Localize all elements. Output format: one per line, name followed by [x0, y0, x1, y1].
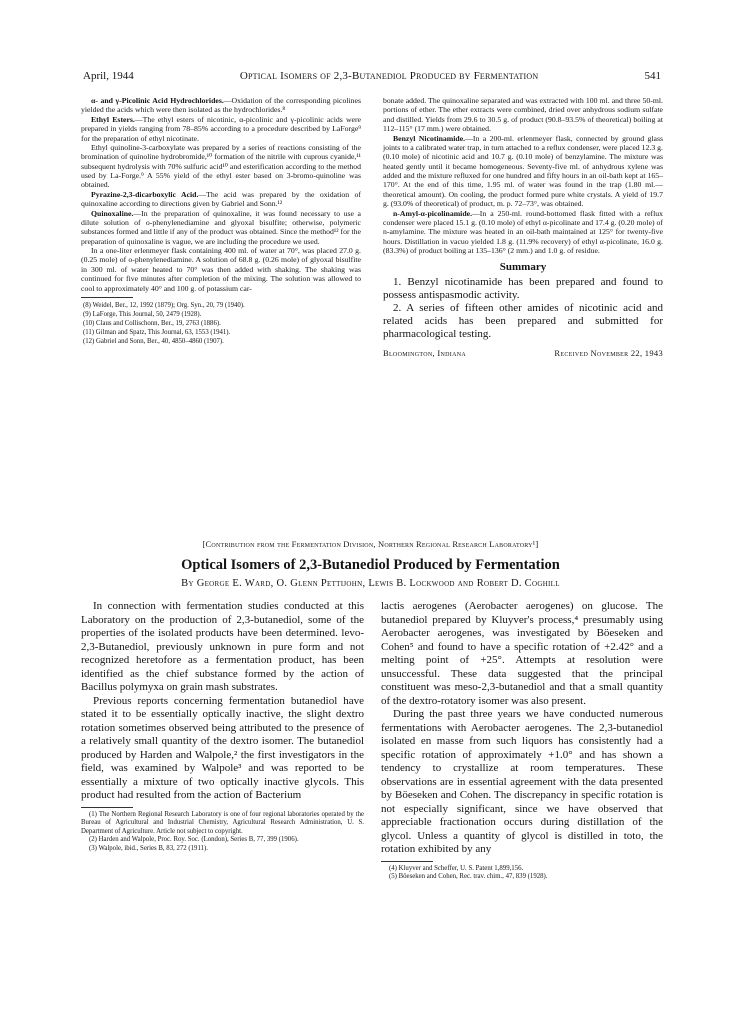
footnote: (11) Gilman and Spatz, This Journal, 63, 1553 (1941).	[83, 329, 231, 337]
footnotes	[81, 301, 361, 346]
footnote: (4) Kluyver and Scheffer, U. S. Patent 1,899,156.	[389, 864, 524, 872]
paragraph-text: —The ethyl esters of nicotinic, α-picolinic and γ-picolinic acids were prepared in yields ranging from 78–85% according to a procedure described by LaForge⁹ for the preparation of ethyl nicotinate.	[81, 114, 361, 143]
paragraph: Ethyl quinoline-3-carboxylate was prepared by a series of reactions consisting of the bromination of quinoline hydrobromide,¹⁰ formation of the nitrile with cuprous cyanide,¹¹ subsequent hydrolysis with 70% sulfuric acid¹⁰ and esterification according to the method used by La-Forge.⁹ A 55% yield of the ethyl ester based on 3-bromo-quinoline was obtained.	[81, 142, 361, 190]
paragraph	[81, 115, 361, 143]
footnote-divider	[81, 297, 133, 298]
paragraph-text: —In a 250-ml. round-bottomed flask fitted with a reflux condenser were placed 15.1 g. (0.10 mole) of ethyl α-picolinate and 17.4 g. (0.20 mole) of n-amylamine. The mixture was heated in an oil-bath maintained at 125° for twenty-five hours. Distillation in vacuo yielded 1.8 g. (11.9% recovery) of ethyl α-picolinate, 16.0 g. (83.3%) of product boiling at 135–136° (2 mm.) and 1.0 g. of residue.	[383, 208, 663, 255]
footnotes	[381, 865, 663, 882]
top-left-column	[81, 96, 361, 346]
paragraph-text: —The acid was prepared by the oxidation of quinoxaline according to directions given by Gabriel and Sonn.¹²	[81, 189, 361, 209]
bottom-right-column	[381, 600, 663, 882]
location: Bloomington, Indiana	[383, 347, 466, 358]
header-date: April, 1944	[83, 70, 134, 82]
paragraph-text: —In the preparation of quinoxaline, it was found necessary to use a dilute solution of o-phenylenediamine and glyoxal bisulfite; otherwise, polymeric substances formed and little if any of the product was obtained. Since the method¹² for the preparation of quinoxaline is vague, we are including the procedure we used.	[81, 208, 361, 246]
received-date: Received November 22, 1943	[554, 347, 663, 358]
contribution-line: [Contribution from the Fermentation Division, Northern Regional Research Laboratory¹]	[202, 539, 539, 549]
paragraph-text: —Oxidation of the corresponding picolines yielded the acids which were then isolated as the hydrochlorides.⁸	[81, 96, 361, 115]
paragraph-text: —In a 200-ml. erlenmeyer flask, connected by ground glass joints to a calibrated water trap, in turn attached to a reflux condenser, were placed 12.3 g. (0.10 mole) of nicotinic acid and 10.7 g. (0.10 mole) of benzylamine. The mixture was heated gently until it became homogeneous. Seventy-five ml. of anhydrous xylene was added and the mixture refluxed for one hundred and fifty hours in an oil-bath kept at 165–170°. At the end of this time, 1.95 ml. of water was found in the trap (1.80 ml.—theoretical amount). On cooling, the product formed pure white crystals. A yield of 19.7 g. (93.0% of theoretical) of product, m. p. 72–73°, was obtained.	[383, 133, 663, 209]
footnote: (5) Böeseken and Cohen, Rec. trav. chim., 47, 839 (1928).	[389, 873, 548, 880]
footnote: (10) Claus and Collischonn, Ber., 19, 2763 (1886).	[83, 320, 221, 328]
paragraph: During the past three years we have conducted numerous fermentations with Aerobacter aerogenes. The 2,3-butanediol isolated en masse from such liquors has consistently had a specific rotation of approximately +1.0° and has shown a tendency to crystallize at room temperatures. These observations are in essential agreement with the data presented by Böeseken and Cohen. The discrepancy in specific rotation is not especially significant, since we have observed that appreciable fractionation occurs during distillation of the glycol. Unless a quantity of glycol is distilled in toto, the rotation exhibited by any	[381, 708, 663, 855]
section-heading: Pyrazine-2,3-dicarboxylic Acid.	[91, 189, 199, 199]
footnotes	[81, 811, 364, 854]
paragraph: lactis aerogenes (Aerobacter aerogenes) on glucose. The butanediol prepared by Kluyver's process,⁴ presumably using Aerobacter aerogenes, was investigated by Böeseken and Cohen⁵ and found to have a specific rotation of +2.42° and a melting point of +25°. Attempts at resolution were unsuccessful. These data suggested that the principal constituent was meso-2,3-butanediol and that a small quantity of the dextro-rotatory isomer was also present.	[381, 600, 663, 707]
top-right-column	[383, 96, 663, 358]
footnote: (2) Harden and Walpole, Proc. Roy. Soc. (London), Series B, 77, 399 (1906).	[89, 836, 299, 843]
bottom-left-column	[81, 600, 364, 853]
section-heading: Benzyl Nicotinamide.	[393, 133, 466, 143]
footnote: (8) Weidel, Ber., 12, 1992 (1879); Org. Syn., 20, 79 (1940).	[83, 301, 245, 309]
section-heading: Quinoxaline.	[91, 208, 134, 218]
summary-heading: Summary	[499, 261, 547, 274]
signature-line	[383, 349, 663, 358]
paragraph: Previous reports concerning fermentation butanediol have stated it to be essentially optically inactive, the slight dextro rotation sometimes observed being attributed to the presence of a relatively small quantity of the dextro isomer. The butanediol produced by Harden and Walpole,² the first investigators in the field, was examined by Walpole³ and was reported to be essentially a mixture of two optically inactive glycols. This product had resulted from the action of Bacterium	[81, 694, 364, 801]
summary-item: 1. Benzyl nicotinamide has been prepared and found to possess antispasmodic activity.	[383, 275, 663, 301]
paragraph: In connection with fermentation studies conducted at this Laboratory on the production of 2,3-butanediol, some of the properties of the isolated products have been determined. levo-2,3-Butanediol, previously unknown in pure form and not recognized heretofore as a fermentation product, has been identified as the chief substance formed by the action of Bacillus polymyxa on grain mash substrates.	[81, 600, 364, 693]
article-title: Optical Isomers of 2,3-Butanediol Produced by Fermentation	[181, 557, 560, 573]
paragraph	[81, 209, 361, 247]
footnote: (12) Gabriel and Sonn, Ber., 40, 4850–4860 (1907).	[83, 338, 224, 346]
footnote: (9) LaForge, This Journal, 50, 2479 (1928).	[83, 310, 202, 318]
footnote: (1) The Northern Regional Research Laboratory is one of four regional laboratories operated by the Bureau of Agricultural and Industrial Chemistry, Agricultural Research Administration, U. S. Department of Agriculture. Article not subject to copyright.	[81, 810, 364, 835]
running-header	[83, 70, 661, 86]
summary-item: 2. A series of fifteen other amides of nicotinic acid and related acids has been prepared and submitted for pharmacological testing.	[383, 301, 663, 340]
page-number: 541	[644, 70, 661, 82]
footnote-divider	[81, 807, 133, 808]
paragraph	[81, 190, 361, 209]
footnote: (3) Walpole, ibid., Series B, 83, 272 (1911).	[89, 844, 208, 852]
author-line: By George E. Ward, O. Glenn Pettijohn, Lewis B. Lockwood and Robert D. Coghill	[181, 578, 560, 589]
paragraph: bonate added. The quinoxaline separated and was extracted with 100 ml. and three 50-ml. portions of ether. The ether extracts were combined, dried over anhydrous sodium sulfate and distilled. Yields from 29.6 to 30.5 g. of product (90.8–93.5% of theoretical) boiling at 112–115° (17 mm.) were obtained.	[383, 96, 663, 134]
section-heading: n-Amyl-α-picolinamide.	[393, 208, 473, 218]
footnote-divider	[381, 861, 433, 862]
header-title: Optical Isomers of 2,3-Butanediol Produced by Fermentation	[239, 70, 539, 82]
paragraph: In a one-liter erlenmeyer flask containing 400 ml. of water at 70°, was placed 27.0 g. (0.25 mole) of o-phenylenediamine. A solution of 68.8 g. (0.26 mole) of glyoxal bisulfite in 300 ml. of water heated to 70° was then added with shaking. The shaking was continued for five minutes after completion of the mixing. The solution was allowed to cool to approximately 40° and 100 g. of potassium car-	[81, 246, 361, 293]
section-heading: α- and γ-Picolinic Acid Hydrochlorides.	[91, 96, 224, 105]
section-heading: Ethyl Esters.	[91, 114, 135, 124]
paragraph	[383, 134, 663, 209]
paragraph	[81, 96, 361, 115]
paragraph	[383, 209, 663, 256]
